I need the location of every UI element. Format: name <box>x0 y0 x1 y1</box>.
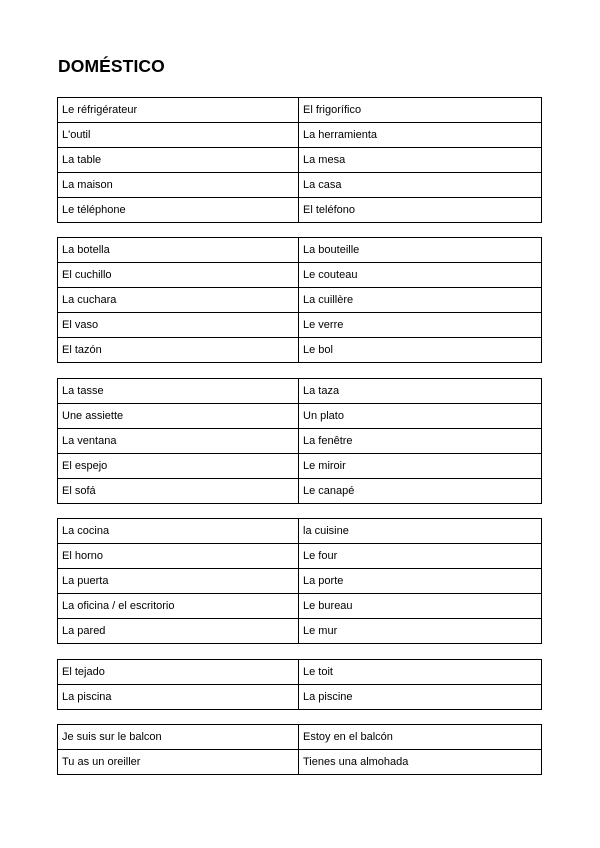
term-cell: El tejado <box>58 660 299 685</box>
term-cell: El sofá <box>58 479 299 504</box>
term-cell: El cuchillo <box>58 263 299 288</box>
translation-cell: Tienes una almohada <box>299 750 542 775</box>
table-row <box>58 660 542 685</box>
vocab-table-5 <box>57 659 542 710</box>
term-cell: Le réfrigérateur <box>58 98 299 123</box>
term-cell: La cuchara <box>58 288 299 313</box>
table-row <box>58 685 542 710</box>
vocab-table-4 <box>57 518 542 644</box>
translation-cell: Le couteau <box>299 263 542 288</box>
vocab-table-3 <box>57 378 542 504</box>
table-row <box>58 544 542 569</box>
term-cell: La ventana <box>58 429 299 454</box>
term-cell: La cocina <box>58 519 299 544</box>
term-cell: El vaso <box>58 313 299 338</box>
translation-cell: La casa <box>299 173 542 198</box>
table-row <box>58 379 542 404</box>
term-cell: La table <box>58 148 299 173</box>
translation-cell: La porte <box>299 569 542 594</box>
term-cell: Une assiette <box>58 404 299 429</box>
term-cell: L'outil <box>58 123 299 148</box>
table-row <box>58 725 542 750</box>
table-row <box>58 750 542 775</box>
vocab-table-2 <box>57 237 542 363</box>
table-row <box>58 198 542 223</box>
translation-cell: Un plato <box>299 404 542 429</box>
translation-cell: La cuillère <box>299 288 542 313</box>
term-cell: La botella <box>58 238 299 263</box>
table-row <box>58 173 542 198</box>
translation-cell: El frigorífico <box>299 98 542 123</box>
term-cell: El tazón <box>58 338 299 363</box>
translation-cell: Le mur <box>299 619 542 644</box>
table-row <box>58 338 542 363</box>
translation-cell: La mesa <box>299 148 542 173</box>
translation-cell: Le bureau <box>299 594 542 619</box>
term-cell: La pared <box>58 619 299 644</box>
vocab-table-6 <box>57 724 542 775</box>
table-row <box>58 98 542 123</box>
table-row <box>58 263 542 288</box>
table-row <box>58 148 542 173</box>
term-cell: La piscina <box>58 685 299 710</box>
table-row <box>58 569 542 594</box>
translation-cell: Le miroir <box>299 454 542 479</box>
table-row <box>58 404 542 429</box>
vocab-table-1 <box>57 97 542 223</box>
term-cell: El espejo <box>58 454 299 479</box>
table-row <box>58 313 542 338</box>
table-row <box>58 288 542 313</box>
translation-cell: La piscine <box>299 685 542 710</box>
term-cell: La tasse <box>58 379 299 404</box>
term-cell: La maison <box>58 173 299 198</box>
translation-cell: Le bol <box>299 338 542 363</box>
translation-cell: Estoy en el balcón <box>299 725 542 750</box>
table-row <box>58 479 542 504</box>
page-title: DOMÉSTICO <box>58 56 165 76</box>
table-row <box>58 238 542 263</box>
translation-cell: La bouteille <box>299 238 542 263</box>
term-cell: Je suis sur le balcon <box>58 725 299 750</box>
translation-cell: La taza <box>299 379 542 404</box>
table-row <box>58 594 542 619</box>
translation-cell: Le verre <box>299 313 542 338</box>
term-cell: La puerta <box>58 569 299 594</box>
translation-cell: Le canapé <box>299 479 542 504</box>
translation-cell: El teléfono <box>299 198 542 223</box>
term-cell: El horno <box>58 544 299 569</box>
translation-cell: La herramienta <box>299 123 542 148</box>
translation-cell: Le four <box>299 544 542 569</box>
term-cell: La oficina / el escritorio <box>58 594 299 619</box>
table-row <box>58 123 542 148</box>
translation-cell: la cuisine <box>299 519 542 544</box>
term-cell: Le téléphone <box>58 198 299 223</box>
translation-cell: Le toit <box>299 660 542 685</box>
table-row <box>58 619 542 644</box>
translation-cell: La fenêtre <box>299 429 542 454</box>
table-row <box>58 454 542 479</box>
table-row <box>58 519 542 544</box>
term-cell: Tu as un oreiller <box>58 750 299 775</box>
table-row <box>58 429 542 454</box>
